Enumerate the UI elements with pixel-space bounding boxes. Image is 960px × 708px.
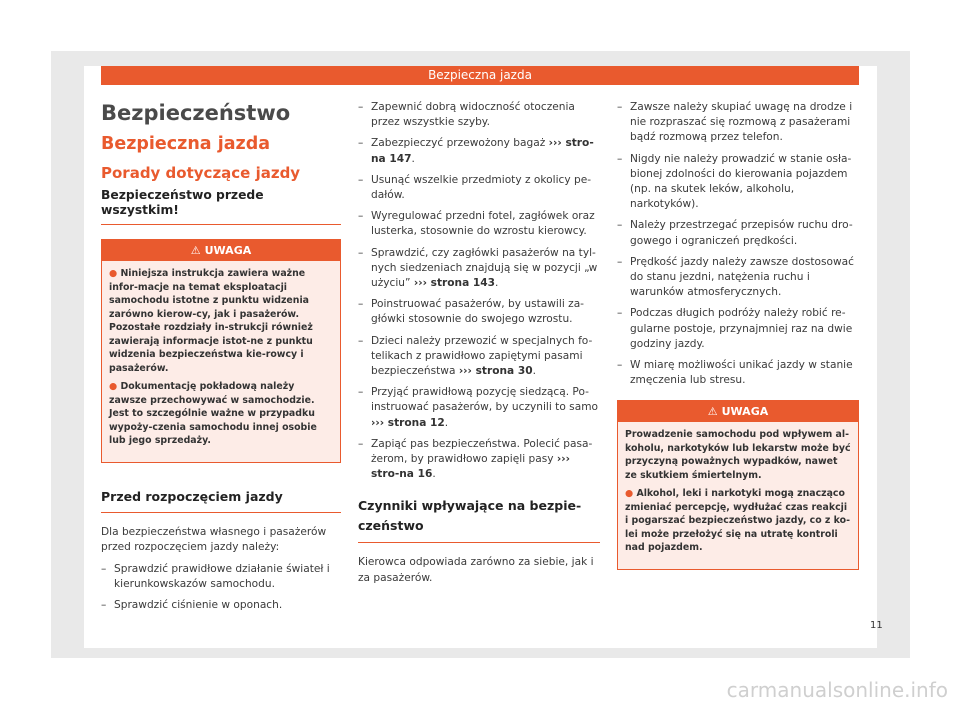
body-text: Kierowca odpowiada zarówno za siebie, jak i za pasażerów. bbox=[358, 556, 594, 584]
warning-triangle-icon: ⚠ bbox=[190, 244, 201, 258]
list-item: – Nigdy nie należy prowadzić w stanie osła-bionej zdolności do kierowania pojazdem (np. na skutek leków, alkoholu, narkotyków). bbox=[617, 152, 859, 213]
list-item: – Zabezpieczyć przewożony bagaż ››› stro-na 147. bbox=[358, 136, 600, 166]
list-item: – Sprawdzić ciśnienie w oponach. bbox=[101, 598, 341, 613]
warning-paragraph bbox=[109, 267, 333, 375]
checklist bbox=[358, 100, 600, 482]
bullet-icon: ● bbox=[625, 488, 637, 500]
bullet-icon: ● bbox=[109, 381, 121, 393]
checklist bbox=[617, 100, 859, 388]
warning-text: Prowadzenie samochodu pod wpływem al-koholu, narkotyków lub lekarstw może być przyczyną poważnych wypadków, nawet ze skutkiem śmiertelnym. bbox=[625, 429, 851, 481]
list-item: – Dzieci należy przewozić w specjalnych fo-telikach z prawidłowo zapiętymi pasami bezpieczeństwa ››› strona 30. bbox=[358, 334, 600, 380]
list-item: – Przyjąć prawidłową pozycję siedzącą. Po-instruować pasażerów, by uczynili to samo ››› strona 12. bbox=[358, 385, 600, 431]
page-reference-link[interactable]: ››› stro-na 147 bbox=[371, 137, 594, 165]
body-text: Dla bezpieczeństwa własnego i pasażerów przed rozpoczęciem jazdy należy: bbox=[101, 526, 327, 554]
warning-header bbox=[102, 240, 340, 261]
warning-paragraph bbox=[109, 380, 333, 448]
warning-title: UWAGA bbox=[721, 405, 769, 419]
list-item: – Zapiąć pas bezpieczeństwa. Polecić pasa-żerom, by prawidłowo zapięli pasy ››› stro-na 16. bbox=[358, 437, 600, 483]
list-item: – Prędkość jazdy należy zawsze dostosować do stanu jezdni, natężenia ruchu i warunków atmosferycznych. bbox=[617, 255, 859, 301]
subsection-title: Porady dotyczące jazdy bbox=[101, 164, 301, 182]
checklist bbox=[101, 562, 341, 614]
list-item: – W miarę możliwości unikać jazdy w stanie zmęczenia lub stresu. bbox=[617, 358, 859, 388]
list-item: – Należy przestrzegać przepisów ruchu dro-gowego i ograniczeń prędkości. bbox=[617, 218, 859, 248]
warning-text: Niniejsza instrukcja zawiera ważne infor-macje na temat eksploatacji samochodu istotne z punktu widzenia zarówno kierow-cy, jak i pasażerów. Pozostałe rozdziały in-strukcji również zawierają informacje istot-ne z punktu widzenia bezpieczeństwa kie-rowcy i pasażerów. bbox=[109, 268, 313, 374]
section-heading: Przed rozpoczęciem jazdy bbox=[101, 489, 341, 513]
list-item: – Zapewnić dobrą widoczność otoczenia przez wszystkie szyby. bbox=[358, 100, 600, 130]
warning-title: UWAGA bbox=[204, 244, 252, 258]
topic-title: Bezpieczeństwo przede wszystkim! bbox=[101, 188, 341, 225]
list-item: – Sprawdzić, czy zagłówki pasażerów na tyl-nych siedzeniach znajdują się w pozycji „w użyciu” ››› strona 143. bbox=[358, 246, 600, 292]
page-number: 11 bbox=[870, 620, 883, 631]
list-item: – Sprawdzić prawidłowe działanie świateł i kierunkowskazów samochodu. bbox=[101, 562, 341, 592]
page-reference-link[interactable]: ››› strona 30 bbox=[458, 365, 533, 378]
running-header: Bezpieczna jazda bbox=[101, 66, 859, 85]
page-reference-link[interactable]: ››› strona 143 bbox=[413, 277, 496, 290]
list-item: – Usunąć wszelkie przedmioty z okolicy pe-dałów. bbox=[358, 173, 600, 203]
column-1 bbox=[101, 90, 341, 619]
warning-box bbox=[617, 400, 859, 570]
page-reference-link[interactable]: ››› stro-na 16 bbox=[371, 453, 570, 481]
warning-header bbox=[618, 401, 858, 422]
page-reference-link[interactable]: ››› strona 12 bbox=[371, 416, 445, 429]
section-title: Bezpieczna jazda bbox=[101, 134, 271, 154]
watermark: carmanualsonline.info bbox=[726, 678, 948, 702]
list-item: – Zawsze należy skupiać uwagę na drodze i nie rozpraszać się rozmową z pasażerami bądź rozmową przez telefon. bbox=[617, 100, 859, 146]
column-2 bbox=[358, 100, 600, 592]
warning-box bbox=[101, 239, 341, 463]
list-item: – Wyregulować przedni fotel, zagłówek oraz lusterka, stosownie do wzrostu kierowcy. bbox=[358, 209, 600, 239]
list-item: – Podczas długich podróży należy robić re-gularne postoje, przynajmniej raz na dwie godziny jazdy. bbox=[617, 306, 859, 352]
warning-paragraph bbox=[625, 487, 851, 555]
warning-triangle-icon: ⚠ bbox=[707, 405, 718, 419]
list-item: – Poinstruować pasażerów, by ustawili za-główki stosownie do swojego wzrostu. bbox=[358, 297, 600, 327]
chapter-title: Bezpieczeństwo bbox=[101, 101, 291, 125]
warning-text: Dokumentację pokładową należy zawsze przechowywać w samochodzie. Jest to szczególnie ważne w przypadku wypoży-czenia samochodu innej osobie lub jego sprzedaży. bbox=[109, 381, 317, 447]
bullet-icon: ● bbox=[109, 268, 121, 280]
warning-text: Alkohol, leki i narkotyki mogą znacząco zmieniać percepcję, wydłużać czas reakcji i pogarszać bezpieczeństwo jazdy, co z ko-lei może przełożyć się na utratę kontroli nad pojazdem. bbox=[625, 488, 850, 554]
section-heading: Czynniki wpływające na bezpie-czeństwo bbox=[358, 496, 600, 543]
column-3 bbox=[617, 100, 859, 570]
